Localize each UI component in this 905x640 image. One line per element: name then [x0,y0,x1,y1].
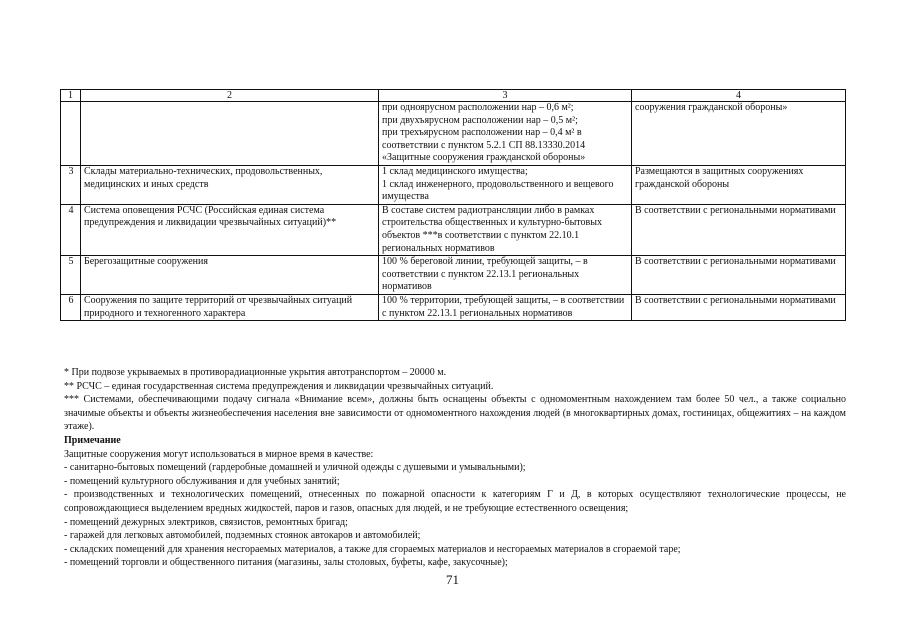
row-number: 5 [61,256,81,295]
note-item: - гаражей для легковых автомобилей, подземных стоянок автокаров и автомобилей; [64,530,421,542]
table-header-row [61,90,846,102]
column-header: 4 [632,90,846,102]
note-item: - помещений торговли и общественного питания (магазины, залы столовых, буфеты, кафе, закусочные); [64,557,508,569]
row-norm [379,256,632,295]
norm-line: В составе систем радиотрансляции либо в рамках строительства общественных и культурно-бытовых объектов ***в соответствии с пунктом 22.10.1 региональных нормативов [382,204,602,254]
row-note: Размещаются в защитных сооружениях гражданской обороны [632,165,846,204]
row-number: 3 [61,165,81,204]
norm-line: 1 склад медицинского имущества; [382,165,528,177]
row-number [61,102,81,166]
table-row [61,165,846,204]
footnote: ** РСЧС – единая государственная система предупреждения и ликвидации чрезвычайных ситуаций. [64,380,494,392]
footnote: * При подвозе укрываемых в противорадиационные укрытия автотранспортом – 20000 м. [64,367,447,378]
row-name [81,102,379,166]
row-name: Склады материально-технических, продовольственных, медицинских и иных средств [81,165,379,204]
norm-line: 100 % территории, требующей защиты, – в соответствии с пунктом 22.13.1 региональных нормативов [382,294,625,319]
note-item: - производственных и технологических помещений, отнесенных по пожарной опасности к категориям Г и Д, в которых осуществляют технологические процессы, не сопровождающиеся выделением вредных жидкостей, паров и газов, опасных для людей, и не требующие естественного освещения; [64,489,846,514]
row-norm [379,294,632,320]
row-norm [379,165,632,204]
row-note: В соответствии с региональными нормативами [632,204,846,255]
row-note: В соответствии с региональными нормативами [632,256,846,295]
row-number: 6 [61,294,81,320]
notes-section [64,366,846,570]
row-name: Система оповещения РСЧС (Российская единая система предупреждения и ликвидации чрезвычайных ситуаций)** [81,204,379,255]
norm-line: при двухъярусном расположении нар – 0,5 м²; [382,114,578,126]
note-item: - санитарно-бытовых помещений (гардеробные домашней и уличной одежды с душевыми и умывальными); [64,462,526,474]
row-name: Берегозащитные сооружения [81,256,379,295]
row-name: Сооружения по защите территорий от чрезвычайных ситуаций природного и техногенного характера [81,294,379,320]
table-row [61,256,846,295]
note-item: - складских помещений для хранения несгораемых материалов, а также для сгораемых материалов и несгораемых материалов в сгораемой таре; [64,543,681,555]
note-item: - помещений культурного обслуживания и для учебных занятий; [64,475,340,487]
footnote: *** Системами, обеспечивающими подачу сигнала «Внимание всем», должны быть оснащены объекты с одномоментным нахождением там более 50 чел., а также социально значимые объекты и объекты жизнеобеспечения населения вне зависимости от одномоментного нахождения людей (в многоквартирных домах, гостиницах, общежитиях – на каждом этаже). [64,394,846,433]
note-heading: Примечание [64,434,121,446]
column-header: 1 [61,90,81,102]
norm-line: при одноярусном расположении нар – 0,6 м²; [382,102,574,113]
norm-line: 100 % береговой линии, требующей защиты, – в соответствии с пунктом 22.13.1 региональных нормативов [382,256,588,293]
row-note: В соответствии с региональными нормативами [632,294,846,320]
row-number: 4 [61,204,81,255]
page-number: 71 [446,572,459,587]
note-intro: Защитные сооружения могут использоваться в мирное время в качестве: [64,448,374,460]
requirements-table [60,89,846,321]
note-item: - помещений дежурных электриков, связистов, ремонтных бригад; [64,516,348,528]
table-row [61,204,846,255]
column-header: 2 [81,90,379,102]
table-row [61,294,846,320]
row-norm [379,102,632,166]
column-header: 3 [379,90,632,102]
norm-line: при трехъярусном расположении нар – 0,4 м² в соответствии с пунктом 5.2.1 СП 88.13330.2014 «Защитные сооружения гражданской обороны» [382,127,586,164]
table-row [61,102,846,166]
norm-line: 1 склад инженерного, продовольственного и вещевого имущества [382,178,614,203]
row-note: сооружения гражданской обороны» [632,102,846,166]
row-norm [379,204,632,255]
